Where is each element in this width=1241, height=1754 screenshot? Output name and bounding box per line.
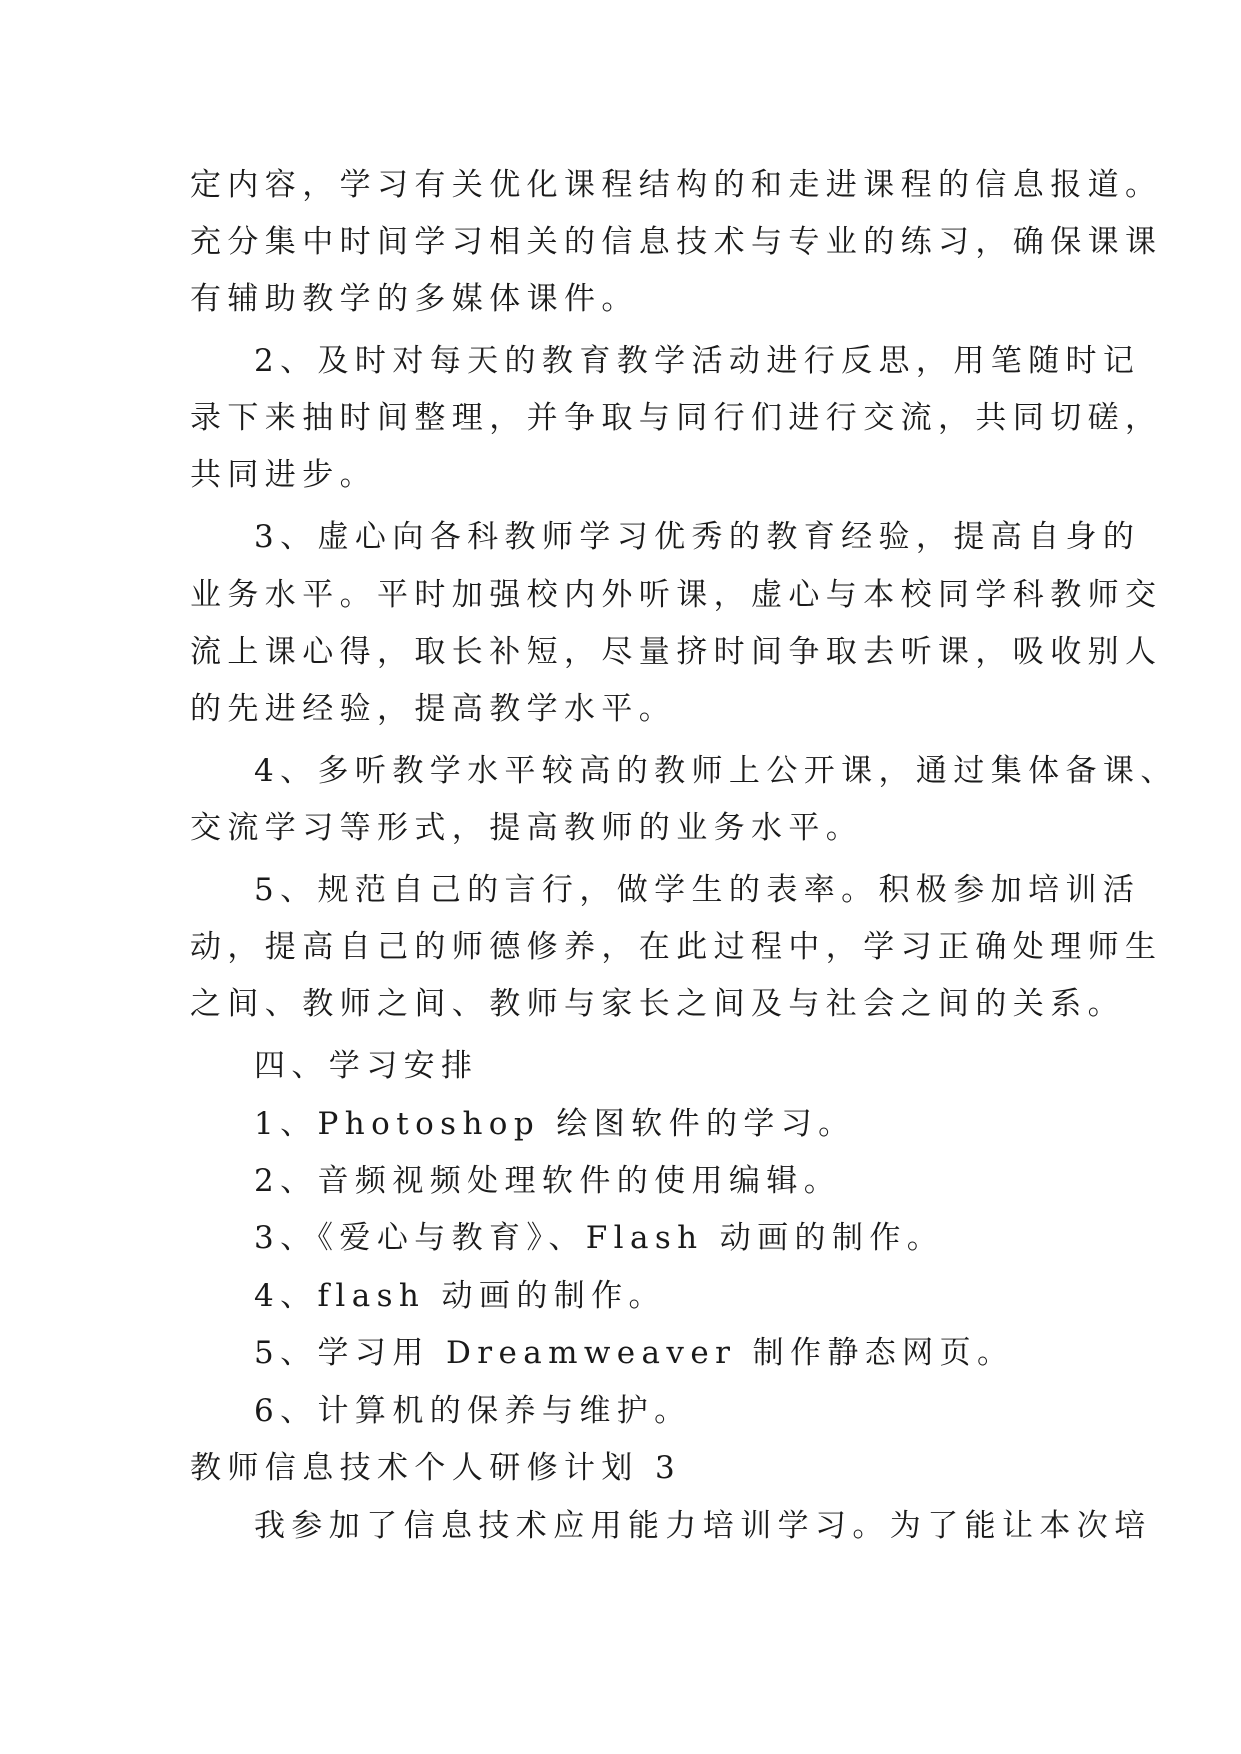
document-title: 教师信息技术个人研修计划 3 <box>190 1450 682 1486</box>
body-text-line: 交流学习等形式，提高教师的业务水平。 <box>190 810 864 846</box>
body-text-line: 5、规范自己的言行，做学生的表率。积极参加培训活 <box>254 872 1141 908</box>
body-text-line: 定内容，学习有关优化课程结构的和走进课程的信息报道。 <box>190 167 1163 203</box>
section-heading: 四、学习安排 <box>254 1048 479 1084</box>
body-text-line: 我参加了信息技术应用能力培训学习。为了能让本次培 <box>254 1508 1152 1544</box>
body-text-line: 3、虚心向各科教师学习优秀的教育经验，提高自身的 <box>254 519 1141 555</box>
list-item: 6、计算机的保养与维护。 <box>254 1393 692 1429</box>
body-text-line: 流上课心得，取长补短，尽量挤时间争取去听课，吸收别人 <box>190 634 1163 670</box>
body-text-line: 有辅助教学的多媒体课件。 <box>190 281 639 317</box>
list-item: 1、Photoshop 绘图软件的学习。 <box>254 1106 856 1142</box>
body-text-line: 2、及时对每天的教育教学活动进行反思，用笔随时记 <box>254 343 1141 379</box>
list-item: 2、音频视频处理软件的使用编辑。 <box>254 1163 842 1199</box>
list-item: 3、《爱心与教育》、Flash 动画的制作。 <box>254 1220 945 1256</box>
body-text-line: 共同进步。 <box>190 457 377 493</box>
body-text-line: 充分集中时间学习相关的信息技术与专业的练习，确保课课 <box>190 224 1163 260</box>
list-item: 4、flash 动画的制作。 <box>254 1278 666 1314</box>
list-item: 5、学习用 Dreamweaver 制作静态网页。 <box>254 1335 1015 1371</box>
body-text-line: 4、多听教学水平较高的教师上公开课，通过集体备课、 <box>254 753 1178 789</box>
body-text-line: 之间、教师之间、教师与家长之间及与社会之间的关系。 <box>190 986 1125 1022</box>
body-text-line: 录下来抽时间整理，并争取与同行们进行交流，共同切磋， <box>190 400 1163 436</box>
body-text-line: 动，提高自己的师德修养，在此过程中，学习正确处理师生 <box>190 929 1163 965</box>
body-text-line: 业务水平。平时加强校内外听课，虚心与本校同学科教师交 <box>190 577 1163 613</box>
body-text-line: 的先进经验，提高教学水平。 <box>190 691 677 727</box>
